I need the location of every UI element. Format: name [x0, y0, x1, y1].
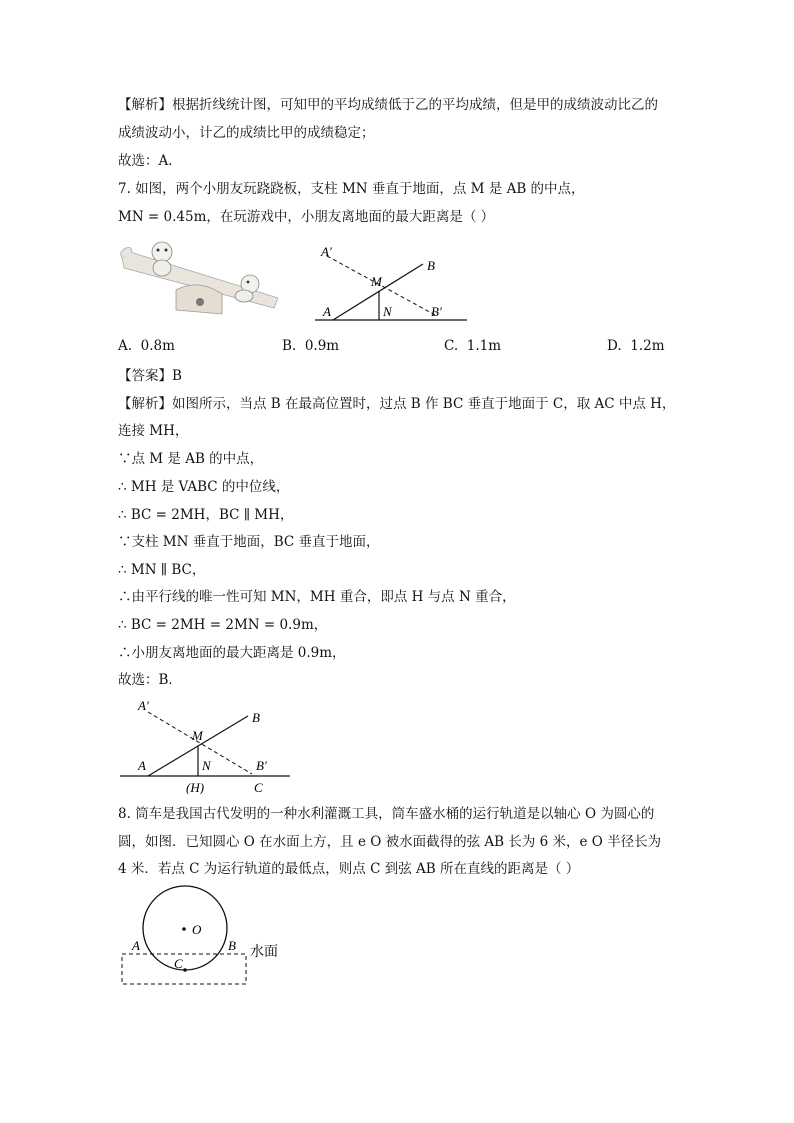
- seesaw-photo: [118, 238, 282, 324]
- label2-a-prime: A′: [138, 698, 149, 713]
- q7-explanation-line-5: ∴ BC = 2MH，BC ∥ MH，: [118, 507, 294, 523]
- option-a-text: 0.8m: [140, 338, 175, 354]
- label-b-prime: B′: [431, 304, 442, 319]
- q7-explanation-line-11: 故选：B．: [118, 672, 182, 688]
- option-b-text: 0.9m: [304, 338, 340, 354]
- label-water-surface: 水面: [250, 945, 278, 960]
- label2-a: A: [138, 758, 146, 773]
- seesaw-board-dashed-2: [148, 712, 252, 774]
- option-c-text: 1.1m: [466, 338, 502, 354]
- q7-explanation-line-2: 连接 MH，: [118, 423, 189, 439]
- q7-answer: 【答案】B: [118, 368, 182, 384]
- label-a-8: A: [132, 938, 140, 953]
- analysis-line-1: 【解析】根据折线统计图，可知甲的平均成绩低于乙的平均成绩，但是甲的成绩波动比乙的: [118, 97, 658, 113]
- option-a-label: A.: [118, 338, 133, 354]
- seesaw-board-ab: [333, 264, 423, 320]
- label2-h: (H): [186, 780, 205, 794]
- option-c: [444, 338, 501, 354]
- label2-n: N: [202, 758, 211, 773]
- q8-stem-line-3: 4 米．若点 C 为运行轨道的最低点，则点 C 到弦 AB 所在直线的距离是（ ）: [118, 861, 580, 877]
- option-d-label: D.: [607, 338, 622, 354]
- q7-explanation-line-10: ∴小朋友离地面的最大距离是 0.9m，: [118, 645, 346, 661]
- seesaw-diagram-1: [305, 238, 475, 326]
- label2-b-prime: B′: [256, 758, 267, 773]
- q7-explanation-line-3: ∵点 M 是 AB 的中点，: [118, 451, 264, 467]
- q8-stem-line-2: 圆，如图．已知圆心 O 在水面上方，且 e O 被水面截得的弦 AB 长为 6 米，e O 半径长为: [118, 834, 662, 850]
- label2-m: M: [192, 728, 203, 743]
- option-a: [118, 338, 175, 354]
- analysis-line-2: 成绩波动小，计乙的成绩比甲的成绩稳定；: [118, 125, 375, 141]
- label-b: B: [427, 258, 435, 273]
- q7-explanation-line-4: ∴ MH 是 VABC 的中位线，: [118, 479, 290, 495]
- water-wheel-diagram: [118, 884, 308, 990]
- analysis-conclusion: 故选：A．: [118, 153, 182, 169]
- option-c-label: C.: [444, 338, 459, 354]
- q7-explanation-line-9: ∴ BC = 2MH = 2MN = 0.9m，: [118, 617, 328, 633]
- q7-stem-line-1: 7. 如图，两个小朋友玩跷跷板，支柱 MN 垂直于地面，点 M 是 AB 的中点，: [118, 181, 585, 197]
- option-d: [607, 338, 665, 354]
- label-a-prime: A′: [321, 244, 332, 259]
- label-a: A: [323, 304, 331, 319]
- option-d-text: 1.2m: [630, 338, 665, 354]
- label-c-8: C: [174, 956, 183, 971]
- option-b-label: B.: [282, 338, 297, 354]
- q7-explanation-line-8: ∴由平行线的唯一性可知 MN，MH 重合，即点 H 与点 N 重合，: [118, 589, 516, 605]
- q7-explanation-line-7: ∴ MN ∥ BC，: [118, 562, 206, 578]
- seesaw-diagram-2: [118, 694, 298, 794]
- label2-c: C: [254, 780, 263, 794]
- label-b-8: B: [228, 938, 236, 953]
- label-o: O: [192, 922, 202, 937]
- label-m: M: [371, 274, 382, 289]
- label-n: N: [383, 304, 392, 319]
- q8-stem-line-1: 8. 筒车是我国古代发明的一种水利灌溉工具，筒车盛水桶的运行轨道是以轴心 O 为圆心的: [118, 806, 655, 822]
- point-c-dot: [183, 968, 187, 972]
- q7-explanation-line-1: 【解析】如图所示，当点 B 在最高位置时，过点 B 作 BC 垂直于地面于 C，取 AC 中点 H，: [118, 396, 676, 412]
- center-dot: [182, 927, 186, 931]
- q7-explanation-line-6: ∵支柱 MN 垂直于地面，BC 垂直于地面，: [118, 534, 380, 550]
- option-b: [282, 338, 339, 354]
- label2-b: B: [252, 710, 260, 725]
- q7-stem-line-2: MN = 0.45m，在玩游戏中，小朋友离地面的最大距离是（ ）: [118, 209, 495, 225]
